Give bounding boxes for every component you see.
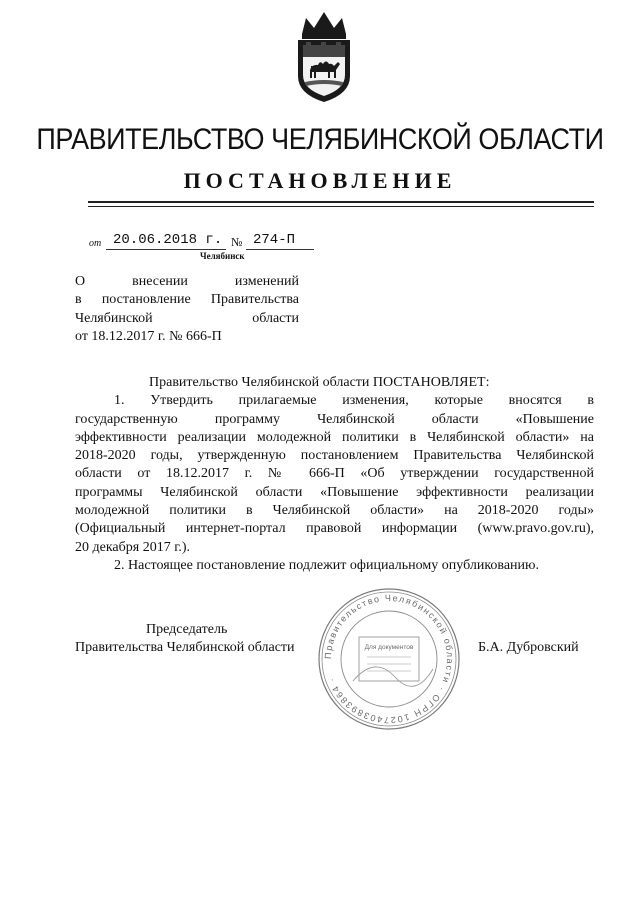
signatory-title bbox=[75, 621, 315, 658]
body-item-2: 2. Настоящее постановление подлежит официальному опубликованию. bbox=[114, 557, 539, 573]
document-type-title: ПОСТАНОВЛЕНИЕ bbox=[183, 168, 457, 193]
decree-statement: Правительство Челябинской области ПОСТАНОВЛЯЕТ: bbox=[149, 375, 490, 390]
signatory-name: Б.А. Дубровский bbox=[478, 640, 579, 655]
number-prefix: № bbox=[231, 235, 243, 249]
body-line: программы Челябинской области «Повышение эффективности реализации bbox=[75, 484, 594, 500]
document-body bbox=[75, 374, 594, 575]
body-line: 20 декабря 2017 г.). bbox=[75, 539, 191, 555]
body-line: молодежной политики в Челябинской области» на 2018-2020 годы» bbox=[75, 503, 594, 519]
body-line: эффективности реализации молодежной политики в Челябинской области» на bbox=[75, 429, 594, 445]
city-name: Челябинск bbox=[200, 251, 245, 261]
subject-line: в постановление Правительства bbox=[75, 292, 299, 308]
government-title: ПРАВИТЕЛЬСТВО ЧЕЛЯБИНСКОЙ ОБЛАСТИ bbox=[36, 123, 604, 156]
body-line: государственную программу Челябинской области «Повышение bbox=[75, 411, 594, 427]
seal-ring-text: Правительство Челябинской области · ОГРН 1027403893864 · bbox=[322, 592, 456, 726]
header-rule-thin bbox=[88, 206, 594, 207]
subject-line: Челябинской области bbox=[75, 310, 299, 326]
body-line: области от 18.12.2017 г. № 666-П «Об утверждении государственной bbox=[75, 466, 594, 482]
body-line: 1. Утвердить прилагаемые изменения, которые вносятся в bbox=[114, 393, 594, 409]
subject-line: О внесении изменений bbox=[75, 274, 299, 289]
signatory-title-line: Председатель bbox=[146, 622, 228, 637]
document-date: 20.06.2018 г. bbox=[113, 232, 223, 248]
svg-text:Правительство Челябинской обла bbox=[323, 593, 455, 725]
document-number: 274-П bbox=[253, 232, 296, 248]
subject-line: от 18.12.2017 г. № 666-П bbox=[75, 328, 222, 344]
number-underline bbox=[246, 249, 314, 250]
body-line: 2018-2020 годы, утвержденную постановлением Правительства Челябинской bbox=[75, 448, 594, 464]
document-subject bbox=[75, 273, 299, 346]
header-rule-thick bbox=[88, 201, 594, 203]
date-underline bbox=[106, 249, 226, 250]
seal-center-text: Для документов bbox=[364, 644, 414, 651]
signatory-title-line: Правительства Челябинской области bbox=[75, 640, 295, 656]
date-prefix: от bbox=[89, 238, 102, 249]
chelyabinsk-coat-of-arms-icon bbox=[292, 8, 356, 104]
body-line: (Официальный интернет-портал правовой информации (www.pravo.gov.ru), bbox=[75, 521, 594, 537]
official-seal-stamp-icon bbox=[315, 585, 463, 733]
